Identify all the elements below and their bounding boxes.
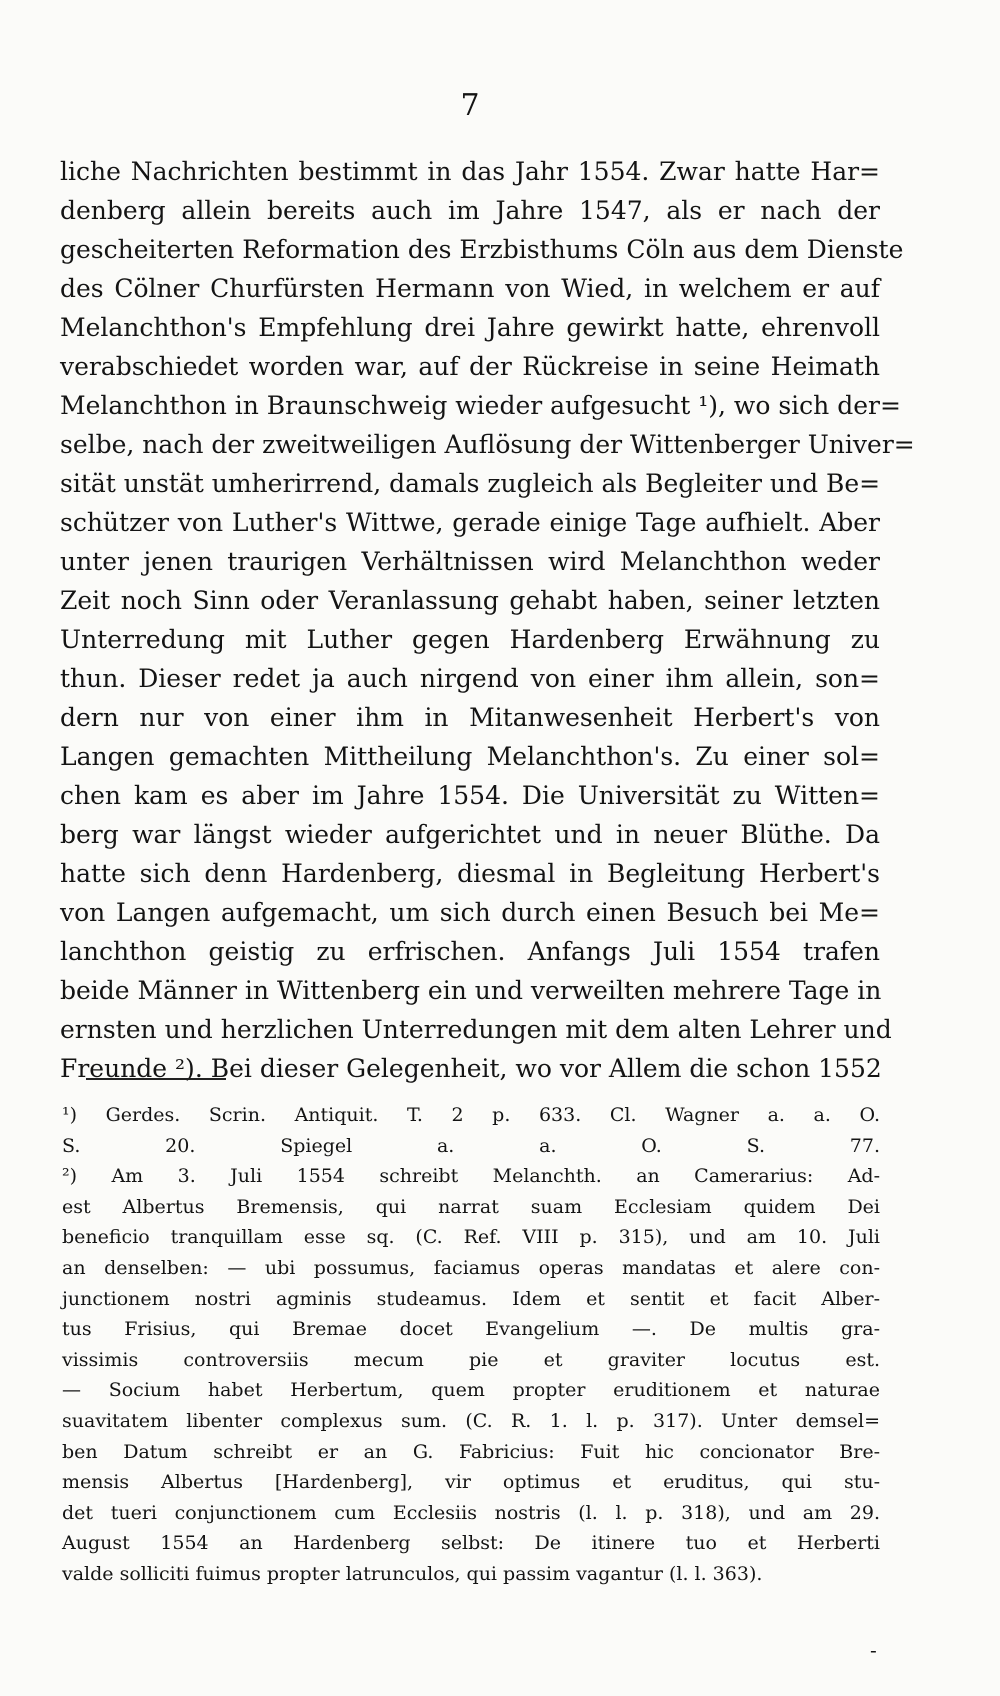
footnote-line: mensis Albertus [Hardenberg], vir optimus et eruditus, qui stu- <box>62 1471 880 1494</box>
body-text-line: verabschiedet worden war, auf der Rückreise in seine Heimath <box>60 352 880 381</box>
body-text-line: sität unstät umherirrend, damals zugleich als Begleiter und Be= <box>60 469 881 498</box>
body-text-line: Freunde ²). Bei dieser Gelegenheit, wo vor Allem die schon 1552 <box>60 1054 882 1083</box>
body-text-line: des Cölner Churfürsten Hermann von Wied, in welchem er auf <box>60 274 880 303</box>
footnote-line: — Socium habet Herbertum, quem propter eruditionem et naturae <box>62 1379 880 1402</box>
body-text-line: Melanchthon's Empfehlung drei Jahre gewirkt hatte, ehrenvoll <box>60 313 880 342</box>
footnote-line: an denselben: — ubi possumus, faciamus operas mandatas et alere con- <box>62 1256 880 1279</box>
body-text-line: Melanchthon in Braunschweig wieder aufgesucht ¹), wo sich der= <box>60 391 901 420</box>
body-text-line: gescheiterten Reformation des Erzbisthums Cöln aus dem Dienste <box>60 235 904 264</box>
footnote-line: S. 20. Spiegel a. a. O. S. 77. <box>62 1134 880 1157</box>
body-text-line: Langen gemachten Mittheilung Melanchthon's. Zu einer sol= <box>60 742 880 771</box>
footnote-line: valde solliciti fuimus propter latrunculos, qui passim vagantur (l. l. 363). <box>62 1562 763 1585</box>
footnote-line: det tueri conjunctionem cum Ecclesiis nostris (l. l. p. 318), und am 29. <box>62 1501 880 1524</box>
body-text-line: schützer von Luther's Wittwe, gerade einige Tage aufhielt. Aber <box>60 508 880 537</box>
footnotes-block <box>62 1100 880 1590</box>
footnote-line: vissimis controversiis mecum pie et graviter locutus est. <box>62 1348 880 1371</box>
body-text-line: lanchthon geistig zu erfrischen. Anfangs Juli 1554 trafen <box>60 937 880 966</box>
body-text-line: ernsten und herzlichen Unterredungen mit dem alten Lehrer und <box>60 1015 892 1044</box>
body-text-line: Zeit noch Sinn oder Veranlassung gehabt haben, seiner letzten <box>60 586 880 615</box>
body-text-line: von Langen aufgemacht, um sich durch einen Besuch bei Me= <box>60 898 880 927</box>
body-text-line: berg war längst wieder aufgerichtet und in neuer Blüthe. Da <box>60 820 880 849</box>
footnote-line: August 1554 an Hardenberg selbst: De itinere tuo et Herberti <box>62 1532 880 1555</box>
footnote-line: ben Datum schreibt er an G. Fabricius: Fuit hic concionator Bre- <box>62 1440 880 1463</box>
main-text-block <box>60 152 915 1088</box>
footnote-line: ²) Am 3. Juli 1554 schreibt Melanchth. an Camerarius: Ad- <box>62 1165 880 1188</box>
footnote-line: tus Frisius, qui Bremae docet Evangelium —. De multis gra- <box>62 1318 880 1341</box>
body-text-line: thun. Dieser redet ja auch nirgend von einer ihm allein, son= <box>60 664 880 693</box>
body-text-line: beide Männer in Wittenberg ein und verweilten mehrere Tage in <box>60 976 882 1005</box>
footnote-line: ¹) Gerdes. Scrin. Antiquit. T. 2 p. 633. Cl. Wagner a. a. O. <box>62 1104 880 1126</box>
footnote-line: suavitatem libenter complexus sum. (C. R. 1. l. p. 317). Unter demsel= <box>62 1409 880 1432</box>
body-text-line: Unterredung mit Luther gegen Hardenberg Erwähnung zu <box>60 625 880 654</box>
body-text-line: hatte sich denn Hardenberg, diesmal in Begleitung Herbert's <box>60 859 880 888</box>
body-text-line: unter jenen traurigen Verhältnissen wird Melanchthon weder <box>60 547 880 576</box>
body-text-line: dern nur von einer ihm in Mitanwesenheit Herbert's von <box>60 703 880 732</box>
body-text-line: selbe, nach der zweitweiligen Auflösung der Wittenberger Univer= <box>60 430 915 459</box>
body-text-line: liche Nachrichten bestimmt in das Jahr 1554. Zwar hatte Har= <box>60 157 880 186</box>
footnote-line: est Albertus Bremensis, qui narrat suam Ecclesiam quidem Dei <box>62 1195 880 1218</box>
body-text-line: denberg allein bereits auch im Jahre 1547, als er nach der <box>60 196 880 225</box>
footnote-divider <box>86 1078 226 1080</box>
page-number: 7 <box>460 88 480 123</box>
footnote-line: beneficio tranquillam esse sq. (C. Ref. VIII p. 315), und am 10. Juli <box>62 1226 880 1249</box>
footnote-line: junctionem nostri agminis studeamus. Idem et sentit et facit Alber- <box>62 1287 880 1310</box>
body-text-line: chen kam es aber im Jahre 1554. Die Universität zu Witten= <box>60 781 880 810</box>
corner-mark: - <box>870 1638 877 1662</box>
